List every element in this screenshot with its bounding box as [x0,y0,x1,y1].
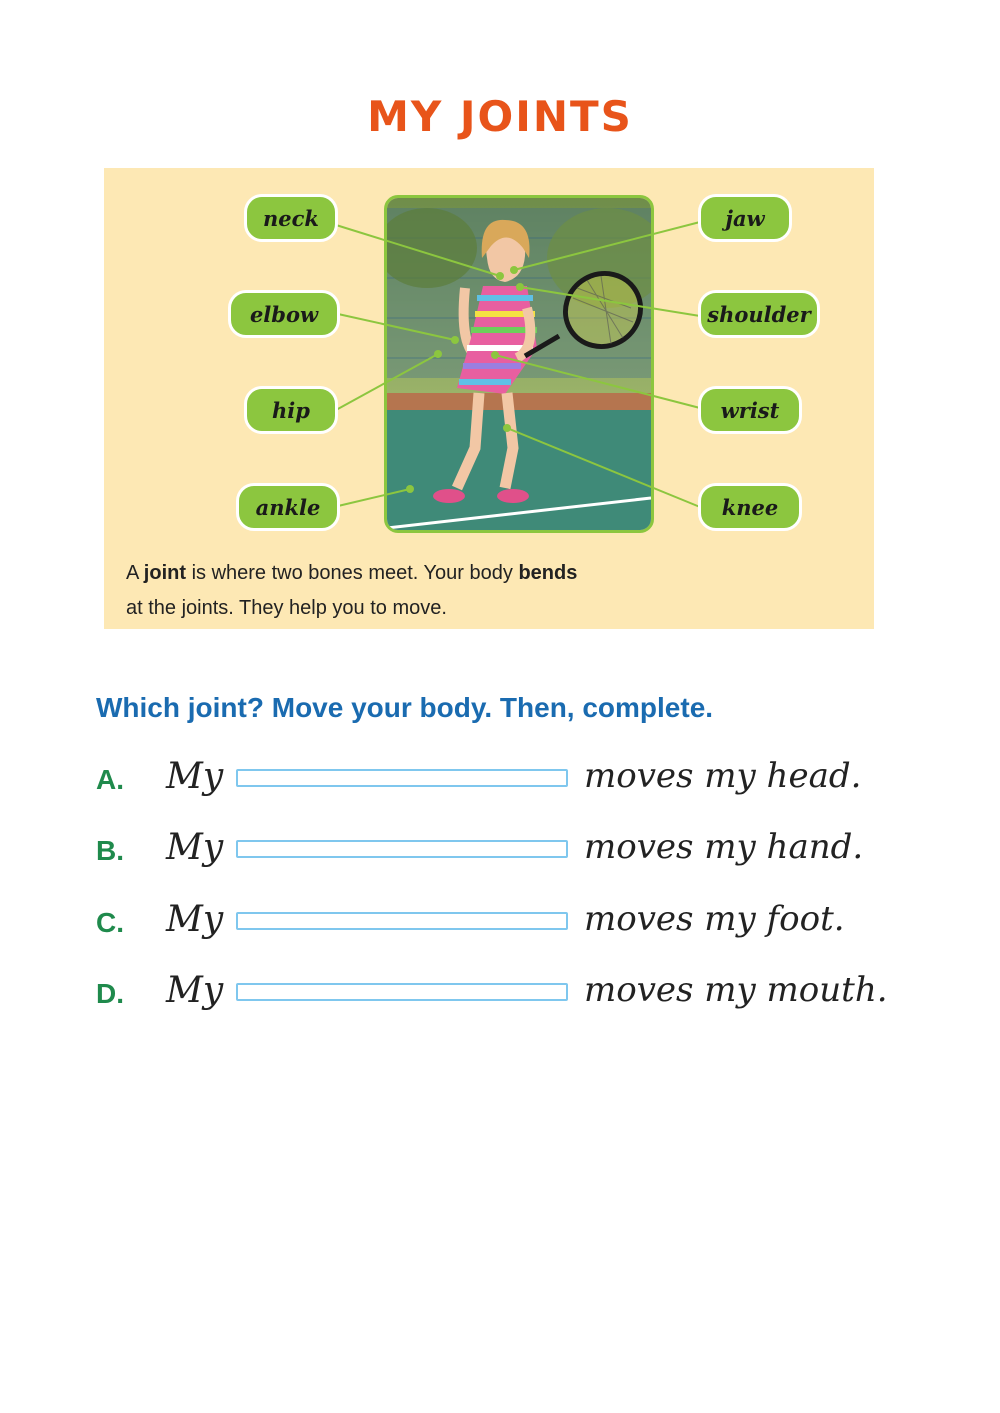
hip-connector [336,354,438,410]
label-jaw: jaw [698,194,792,242]
exercise-end: moves my mouth. [584,970,888,1010]
neck-point [496,272,504,280]
answer-input-d[interactable] [236,983,568,1001]
label-elbow: elbow [228,290,340,338]
exercise-row-b [0,827,1000,887]
exercise-start: My [166,970,224,1011]
info-text-1: A [126,562,144,584]
hip-point [434,350,442,358]
page-title: MY JOINTS [367,92,633,141]
answer-input-a[interactable] [236,769,568,787]
ankle-point [406,485,414,493]
exercise-letter: A. [96,764,124,795]
exercise-row-a [0,756,1000,816]
info-text-2: is where two bones meet. Your body [186,562,519,584]
shoulder-connector [520,287,700,316]
exercise-start: My [166,827,224,868]
answer-input-c[interactable] [236,912,568,930]
exercise-letter: C. [96,907,124,938]
label-neck: neck [244,194,338,242]
label-knee: knee [698,483,802,531]
label-shoulder: shoulder [698,290,820,338]
wrist-connector [495,355,700,408]
answer-input-b[interactable] [236,840,568,858]
ankle-connector [338,489,410,506]
exercise-letter: D. [96,978,124,1009]
exercise-letter: B. [96,835,124,866]
jaw-point [510,266,518,274]
exercise-end: moves my head. [584,756,862,796]
label-ankle: ankle [236,483,340,531]
exercise-row-d [0,970,1000,1030]
exercise-start: My [166,899,224,940]
knee-connector [507,428,700,507]
exercise-end: moves my foot. [584,899,845,939]
jaw-connector [514,222,700,270]
joint-definition [126,556,686,626]
label-wrist: wrist [698,386,802,434]
shoulder-point [516,283,524,291]
info-text-3: at the joints. They help you to move. [126,597,447,619]
knee-point [503,424,511,432]
wrist-point [491,351,499,359]
exercise-instruction: Which joint? Move your body. Then, complete. [96,692,714,723]
elbow-point [451,336,459,344]
exercise-end: moves my hand. [584,827,864,867]
neck-connector [336,225,500,276]
info-bends-word: bends [518,562,578,584]
info-joint-word: joint [143,562,187,584]
label-hip: hip [244,386,338,434]
elbow-connector [338,314,455,340]
exercise-start: My [166,756,224,797]
exercise-row-c [0,899,1000,959]
